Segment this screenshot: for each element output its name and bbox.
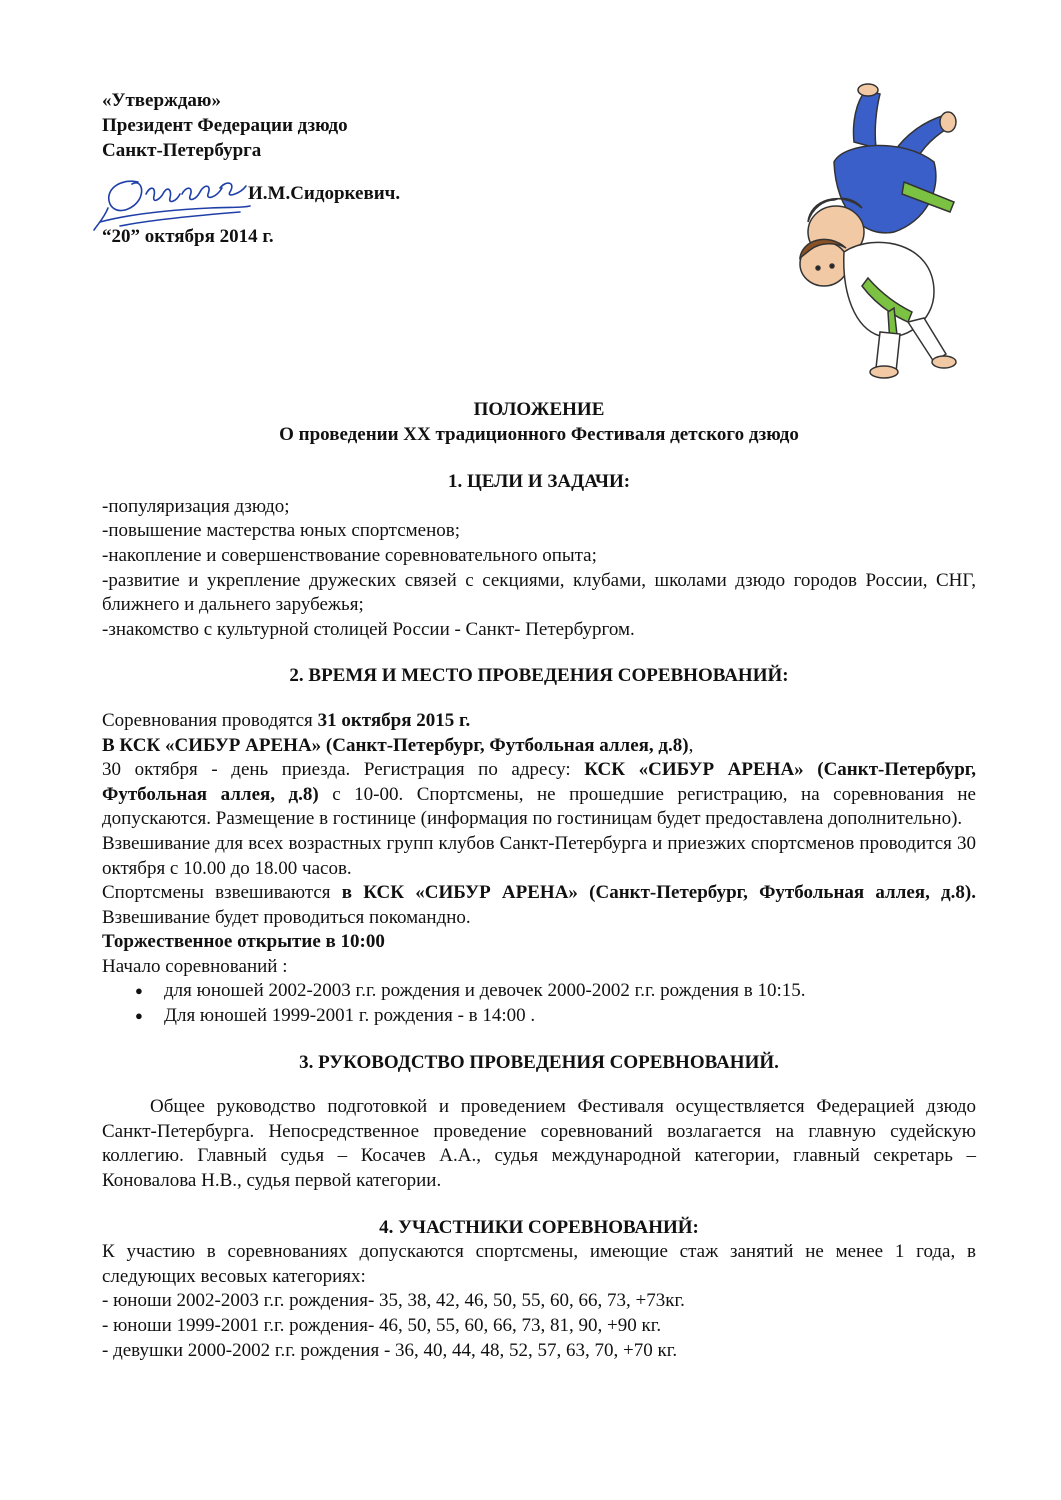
management-paragraph: Общее руководство подготовкой и проведением Фестиваля осуществляется Федерацией дзюдо Санкт-Петербурга. Непосредственное проведение соревнований возлагается на главную судейскую коллегию. Главный судья – Косачев А.А., судья международной категории, главный секретарь – Коновалова Н.В., судья первой категории.: [102, 1096, 976, 1192]
start-label: Начало соревнований :: [102, 955, 288, 977]
approval-date: “20” октября 2014 г.: [102, 226, 274, 247]
goal-item: -повышение мастерства юных спортсменов;: [102, 520, 461, 542]
start-times-list: [102, 979, 976, 1028]
section-4-heading: 4. УЧАСТНИКИ СОРЕВНОВАНИЙ:: [379, 1216, 699, 1238]
document-title: ПОЛОЖЕНИЕ: [473, 399, 605, 420]
venue-line: В КСК «СИБУР АРЕНА» (Санкт-Петербург, Футбольная аллея, д.8),: [102, 734, 694, 756]
approve-label: «Утверждаю»: [102, 90, 221, 111]
section-2-heading: 2. ВРЕМЯ И МЕСТО ПРОВЕДЕНИЯ СОРЕВНОВАНИЙ:: [289, 665, 789, 687]
participants-intro: К участию в соревнованиях допускаются спортсмены, имеющие стаж занятий не менее 1 года, в следующих весовых категориях:: [102, 1241, 976, 1287]
goal-item: -популяризация дзюдо;: [102, 495, 290, 517]
opening-ceremony: Торжественное открытие в 10:00: [102, 931, 385, 953]
weigh-in-paragraph: Взвешивание для всех возрастных групп клубов Санкт-Петербурга и приезжих спортсменов проводится 30 октября с 10.00 до 18.00 часов.: [102, 832, 976, 879]
document-subtitle: О проведении XX традиционного Фестиваля детского дзюдо: [279, 423, 799, 445]
weight-category-line: - юноши 2002-2003 г.г. рождения- 35, 38, 42, 46, 50, 55, 60, 66, 73, +73кг.: [102, 1290, 685, 1312]
section-1-heading: 1. ЦЕЛИ И ЗАДАЧИ:: [447, 471, 631, 493]
list-item: ● Для юношей 1999-2001 г. рождения - в 14:00 .: [102, 1004, 976, 1029]
weight-category-line: - девушки 2000-2002 г.г. рождения - 36, 40, 44, 48, 52, 57, 63, 70, +70 кг.: [102, 1339, 678, 1361]
judo-illustration: [784, 82, 984, 382]
handwritten-signature: [90, 160, 260, 240]
goal-item: -знакомство с культурной столицей России - Санкт- Петербургом.: [102, 618, 635, 640]
document-body: [102, 398, 976, 1363]
goal-item: -накопление и совершенствование соревновательного опыта;: [102, 544, 597, 566]
registration-paragraph: 30 октября - день приезда. Регистрация по адресу: КСК «СИБУР АРЕНА» (Санкт-Петербург, Футбольная аллея, д.8) с 10-00. Спортсмены, не прошедшие регистрацию, на соревнования не допускаются. Размещение в гостинице (информация по гостиницам будет предоставлена дополнительно).: [102, 759, 976, 830]
president-title: Президент Федерации дзюдо: [102, 115, 348, 136]
competition-date: Соревнования проводятся 31 октября 2015 г.: [102, 709, 471, 731]
weigh-in-venue-paragraph: Спортсмены взвешиваются в КСК «СИБУР АРЕНА» (Санкт-Петербург, Футбольная аллея, д.8). Взвешивание будет проводиться покомандно.: [102, 882, 976, 928]
section-3-heading: 3. РУКОВОДСТВО ПРОВЕДЕНИЯ СОРЕВНОВАНИЙ.: [299, 1051, 779, 1073]
weight-category-line: - юноши 1999-2001 г.г. рождения- 46, 50, 55, 60, 66, 73, 81, 90, +90 кг.: [102, 1315, 662, 1336]
list-item: ● для юношей 2002-2003 г.г. рождения и девочек 2000-2002 г.г. рождения в 10:15.: [102, 979, 976, 1004]
federation-city: Санкт-Петербурга: [102, 140, 262, 161]
signatory-name: И.М.Сидоркевич.: [248, 183, 401, 204]
goal-item: -развитие и укрепление дружеских связей с секциями, клубами, школами дзюдо городов России, СНГ, ближнего и дальнего зарубежья;: [102, 569, 976, 616]
